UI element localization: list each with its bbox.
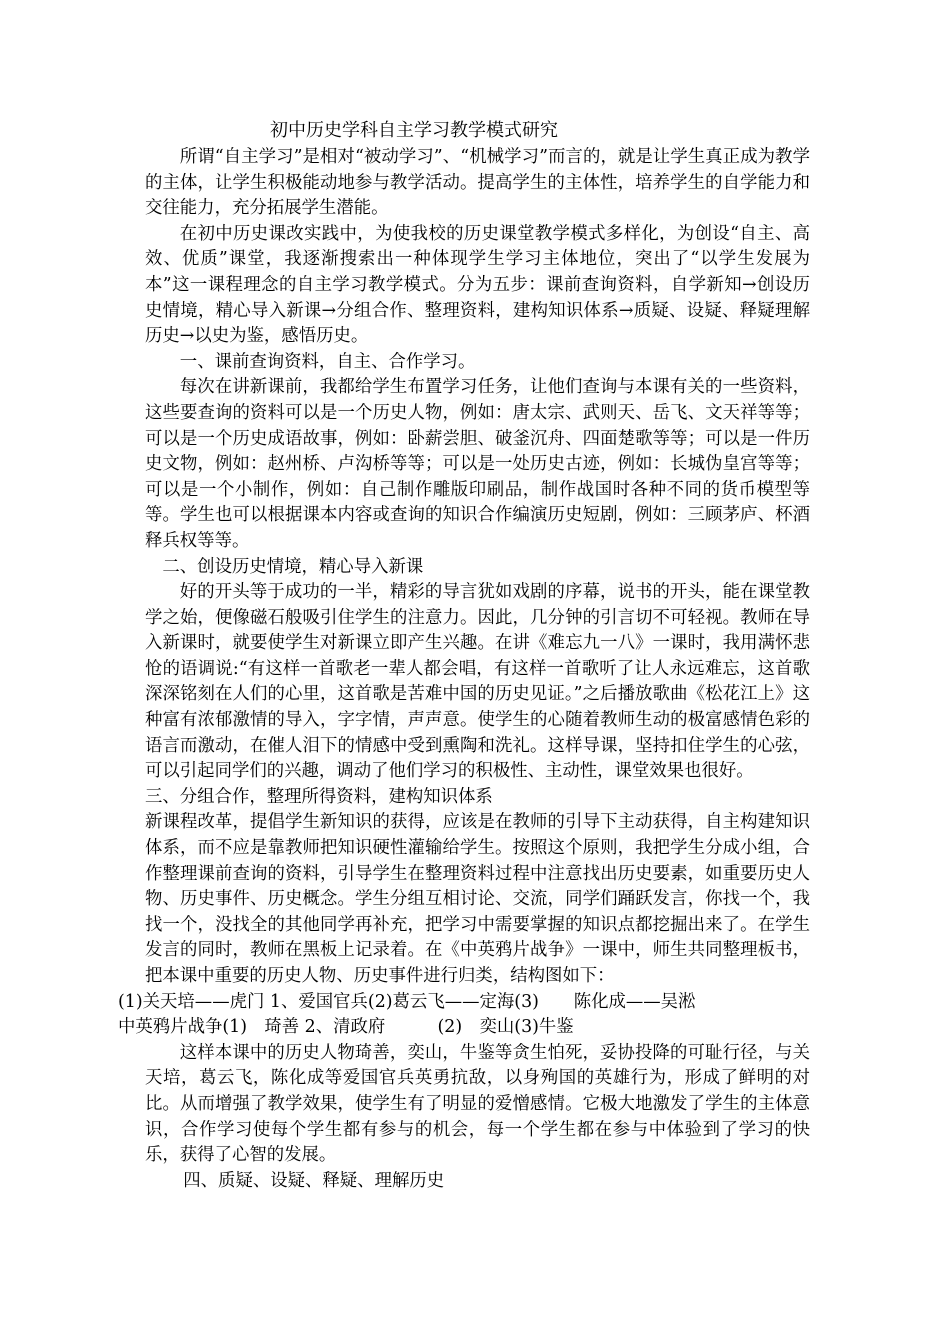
section-heading-3: 三、分组合作，整理所得资料，建构知识体系 [145,786,493,807]
paragraph-section-3: 新课程改革，提倡学生新知识的获得，应该是在教师的引导下主动获得，自主构建知识体系，而不应是靠教师把知识硬性灌输给学生。按照这个原则，我把学生分成小组，合作整理课前查询的资料，引导学生在整理资料过程中注意找出历史要素，如重要历史人物、历史事件、历史概念。学生分组互相讨论、交流，同学们踊跃发言，你找一个，我找一个，没找全的其他同学再补充，把学习中需要掌握的知识点都挖掘出来了。在学生发言的同时，教师在黑板上记录着。在《中英鸦片战争》一课中，师生共同整理板书，把本课中重要的历史人物、历史事件进行归类，结构图如下： [145,812,810,986]
section-heading-1: 一、课前查询资料，自主、合作学习。 [179,351,476,372]
paragraph-overview: 在初中历史课改实践中，为使我校的历史课堂教学模式多样化，为创设“自主、高效、优质”课堂，我逐渐搜索出一种体现学生学习主体地位，突出了“以学生发展为本”这一课程理念的自主学习教学模式。分为五步：课前查询资料，自学新知→创设历史情境，精心导入新课→分组合作、整理资料，建构知识体系→质疑、设疑、释疑理解历史→以史为鉴，感悟历史。 [145,223,810,347]
paragraph-section-2: 好的开头等于成功的一半，精彩的导言犹如戏剧的序幕，说书的开头，能在课堂教学之始，便像磁石般吸引住学生的注意力。因此，几分钟的引言切不可轻视。教师在导入新课时，就要使学生对新课立即产生兴趣。在讲《难忘九一八》一课时，我用满怀悲怆的语调说:“有这样一首歌老一辈人都会唱，有这样一首歌听了让人永远难忘，这首歌深深铭刻在人们的心里，这首歌是苦难中国的历史见证。”之后播放歌曲《松花江上》这种富有浓郁激情的导入，字字情，声声意。使学生的心随着教师生动的极富感情色彩的语言而激动，在催人泪下的情感中受到熏陶和洗礼。这样导课，坚持扣住学生的心弦，可以引起同学们的兴趣，调动了他们学习的积极性、主动性，课堂效果也很好。 [145,582,810,782]
document-page [118,118,810,1194]
paragraph-section-1: 每次在讲新课前，我都给学生布置学习任务，让他们查询与本课有关的一些资料，这些要查询的资料可以是一个历史人物，例如：唐太宗、武则天、岳飞、文天祥等等；可以是一个历史成语故事，例如：卧薪尝胆、破釜沉舟、四面楚歌等等；可以是一件历史文物，例如：赵州桥、卢沟桥等等；可以是一处历史古迹，例如：长城伪皇宫等等；可以是一个小制作，例如：自己制作雕版印刷品，制作战国时各种不同的货币模型等等。学生也可以根据课本内容或查询的知识合作编演历史短剧，例如：三顾茅庐、杯酒释兵权等等。 [145,377,810,551]
section-heading-2: 二、创设历史情境，精心导入新课 [162,556,424,577]
section-heading-4: 四、质疑、设疑、释疑、理解历史 [183,1170,445,1191]
paragraph-section-3-summary: 这样本课中的历史人物琦善，奕山，牛鉴等贪生怕死，妥协投降的可耻行径，与关天培，葛云飞，陈化成等爱国官兵英勇抗敌，以身殉国的英雄行为，形成了鲜明的对比。从而增强了教学效果，使学生有了明显的爱憎感情。它极大地激发了学生的主体意识，合作学习使每个学生都有参与的机会，每一个学生都在参与中体验到了学习的快乐，获得了心智的发展。 [145,1042,810,1166]
document-title: 初中历史学科自主学习教学模式研究 [270,120,558,141]
structure-line-1: (1)关天培——虎门 1、爱国官兵(2)葛云飞——定海(3) 陈化成——吴淞 [118,991,696,1012]
paragraph-intro: 所谓“自主学习”是相对“被动学习”、“机械学习”而言的，就是让学生真正成为教学的主体，让学生积极能动地参与教学活动。提高学生的主体性，培养学生的自学能力和交往能力，充分拓展学生潜能。 [145,147,810,219]
structure-line-2: 中英鸦片战争(1) 琦善 2、清政府 (2) 奕山(3)牛鉴 [118,1017,574,1038]
